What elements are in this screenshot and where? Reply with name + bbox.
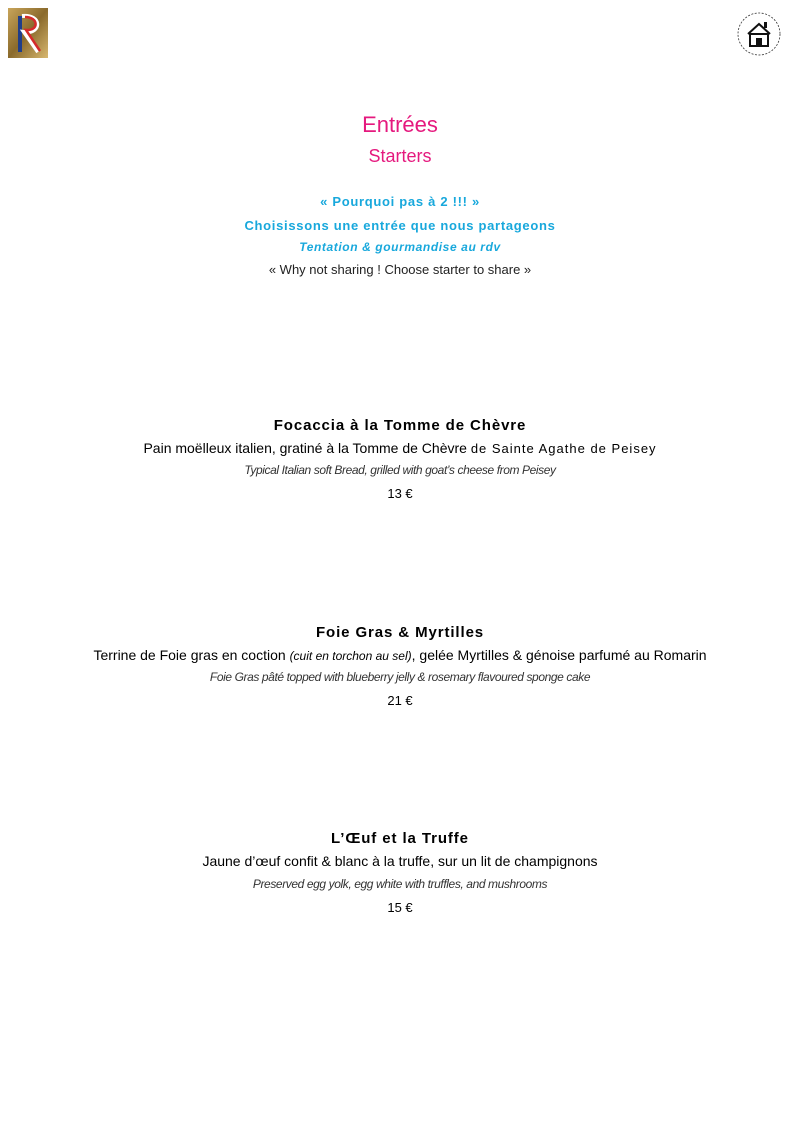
dish-description-origin: de Sainte Agathe de Peisey xyxy=(470,441,657,456)
promo-line-english: « Why not sharing ! Choose starter to share » xyxy=(268,262,532,277)
page-title: Entrées xyxy=(362,112,438,137)
dish-name: Focaccia à la Tomme de Chèvre xyxy=(273,417,527,434)
dish-price: 21 € xyxy=(387,693,413,708)
dish-price: 15 € xyxy=(387,900,413,915)
promo-line-2: Choisissons une entrée que nous partageons xyxy=(244,218,556,233)
house-stamp-icon xyxy=(734,8,784,60)
dish-description xyxy=(0,440,800,456)
restaurant-r-logo-icon xyxy=(8,8,48,58)
dish-description-text: Pain moëlleux italien, gratiné à la Tomme de Chèvre xyxy=(143,440,471,456)
page-subtitle: Starters xyxy=(368,146,432,166)
dish-description-english: Typical Italian soft Bread, grilled with goat’s cheese from Peisey xyxy=(244,463,556,477)
promo-line-1: « Pourquoi pas à 2 !!! » xyxy=(320,194,480,209)
dish-price: 13 € xyxy=(387,486,413,501)
dish-description xyxy=(0,647,800,663)
dish-description-text-end: , gelée Myrtilles & génoise parfumé au Romarin xyxy=(411,647,707,663)
dish-name: Foie Gras & Myrtilles xyxy=(315,624,485,641)
dish-description-english: Foie Gras pâté topped with blueberry jelly & rosemary flavoured sponge cake xyxy=(209,670,591,684)
dish-description: Jaune d’œuf confit & blanc à la truffe, sur un lit de champignons xyxy=(202,853,598,869)
dish-description-english: Preserved egg yolk, egg white with truffles, and mushrooms xyxy=(252,877,548,891)
dish-description-text: Terrine de Foie gras en coction xyxy=(93,647,290,663)
dish-description-note: (cuit en torchon au sel) xyxy=(289,649,412,663)
dish-name: L’Œuf et la Truffe xyxy=(331,830,469,847)
promo-line-3: Tentation & gourmandise au rdv xyxy=(299,240,501,254)
